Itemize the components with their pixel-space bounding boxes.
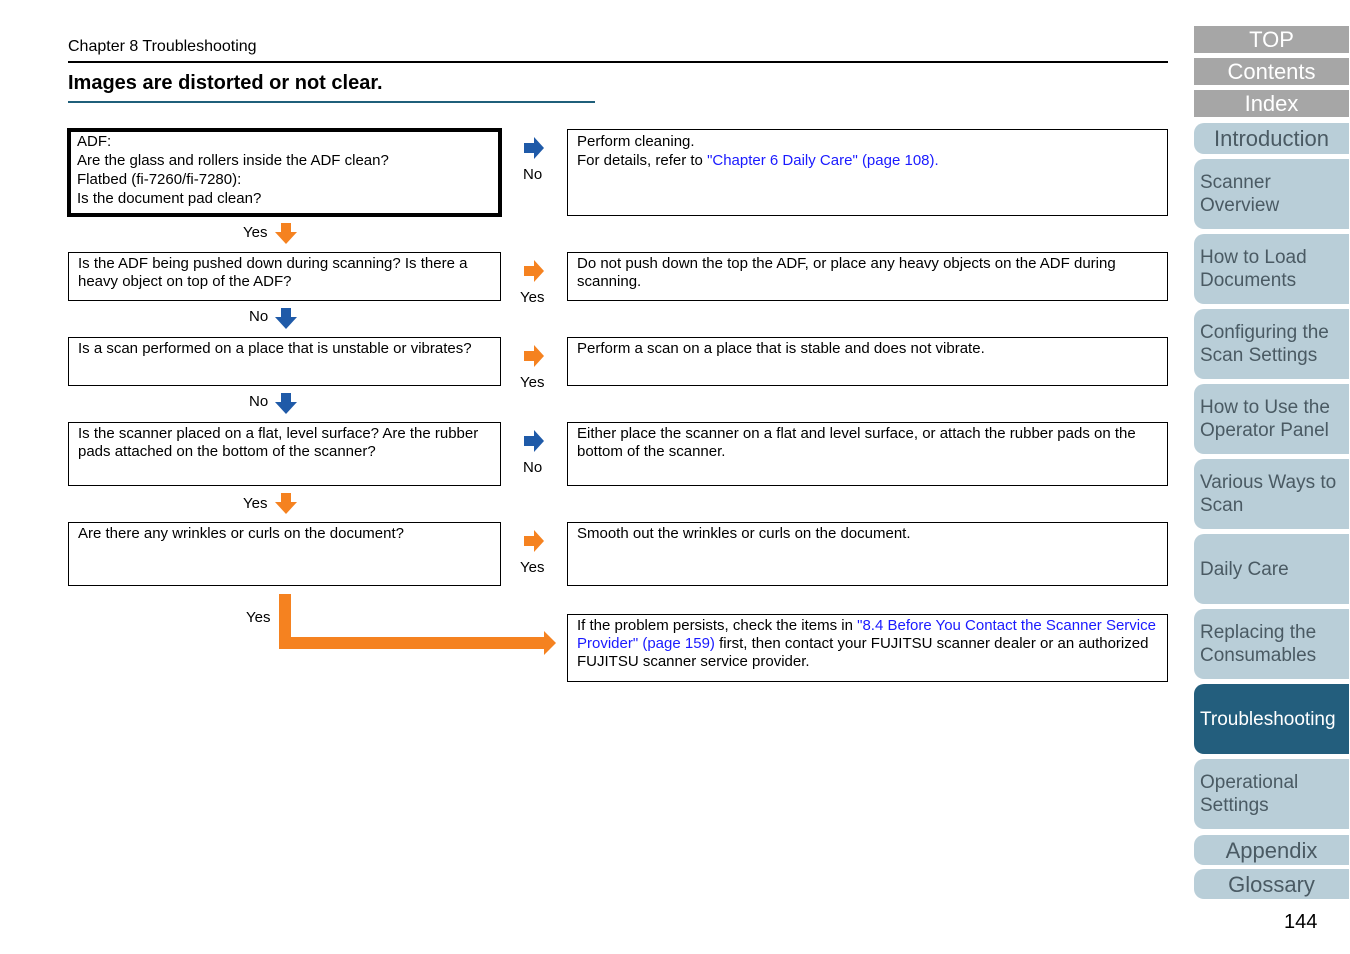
branch-label-yes: Yes (243, 224, 268, 241)
arrow-down-icon (275, 222, 299, 246)
question-1-line: Is the document pad clean? (77, 190, 262, 207)
answer-box-3: Perform a scan on a place that is stable and does not vibrate. (567, 337, 1168, 386)
nav-tab-label: Appendix (1225, 837, 1318, 863)
nav-tab-label: Glossary (1228, 871, 1315, 897)
nav-index-button[interactable]: Index (1194, 90, 1349, 117)
answer-box-1 (567, 129, 1168, 216)
branch-label-yes: Yes (520, 559, 545, 576)
nav-tab-how-to-load[interactable] (1194, 234, 1349, 304)
question-1-line: Flatbed (fi-7260/fi-7280): (77, 171, 242, 188)
header-rule (68, 61, 1168, 63)
nav-tab-scanner-overview[interactable] (1194, 159, 1349, 229)
page-number: 144 (1284, 911, 1318, 933)
nav-tab-label: Operational Settings (1200, 772, 1299, 816)
branch-label-yes: Yes (520, 289, 545, 306)
question-box-1 (67, 128, 502, 217)
nav-tab-label: How to Use the Operator Panel (1200, 397, 1330, 441)
question-box-5: Are there any wrinkles or curls on the document? (68, 522, 501, 586)
nav-tab-label: Introduction (1214, 126, 1329, 151)
answer-box-2: Do not push down the top the ADF, or place any heavy objects on the ADF during scanning. (567, 252, 1168, 301)
nav-top-button[interactable]: TOP (1194, 26, 1349, 53)
arrow-right-icon (522, 137, 546, 161)
nav-tab-label: Troubleshooting (1200, 708, 1336, 730)
nav-tab-appendix[interactable] (1194, 835, 1349, 865)
answer-1-line (577, 151, 1158, 170)
branch-label-yes: Yes (246, 609, 271, 626)
nav-tab-label: Configuring the Scan Settings (1200, 322, 1329, 366)
question-box-3: Is a scan performed on a place that is unstable or vibrates? (68, 337, 501, 386)
arrow-down-icon (275, 492, 299, 516)
nav-tab-label: Daily Care (1200, 558, 1289, 580)
page-title: Images are distorted or not clear. (68, 72, 383, 94)
final-text-suffix: first, then contact your FUJITSU scanner dealer or an authorized FUJITSU scanner service provider. (577, 635, 1149, 670)
question-1-line: ADF: (77, 133, 112, 150)
nav-tab-daily-care[interactable] (1194, 534, 1349, 604)
daily-care-link[interactable]: "Chapter 6 Daily Care" (page 108). (707, 152, 939, 169)
answer-1-text: For details, refer to (577, 152, 708, 169)
branch-label-no: No (523, 459, 543, 476)
nav-tab-various-ways[interactable] (1194, 459, 1349, 529)
arrow-right-icon (522, 345, 546, 369)
arrow-right-icon (522, 430, 546, 454)
nav-tab-label: Various Ways to Scan (1200, 472, 1337, 516)
answer-box-5: Smooth out the wrinkles or curls on the document. (567, 522, 1168, 586)
nav-tab-label: Scanner Overview (1200, 172, 1280, 216)
answer-box-4: Either place the scanner on a flat and level surface, or attach the rubber pads on the bottom of the scanner. (567, 422, 1168, 486)
question-1-line: Are the glass and rollers inside the ADF clean? (77, 152, 389, 169)
branch-label-yes: Yes (243, 495, 268, 512)
nav-tab-configuring[interactable] (1194, 309, 1349, 379)
nav-tab-operational[interactable] (1194, 759, 1349, 829)
elbow-arrow-icon (276, 592, 560, 656)
title-underline (68, 101, 595, 103)
chapter-heading: Chapter 8 Troubleshooting (68, 38, 257, 55)
nav-tab-operator-panel[interactable] (1194, 384, 1349, 454)
branch-label-yes: Yes (520, 374, 545, 391)
final-text-prefix: If the problem persists, check the items in (577, 617, 858, 634)
question-box-4: Is the scanner placed on a flat, level surface? Are the rubber pads attached on the bottom of the scanner? (68, 422, 501, 486)
arrow-down-icon (275, 307, 299, 331)
contact-provider-link[interactable]: "8.4 Before You Contact the Scanner Service Provider" (page 159) (577, 617, 1156, 652)
nav-tab-replacing[interactable] (1194, 609, 1349, 679)
nav-contents-button[interactable]: Contents (1194, 58, 1349, 85)
nav-tab-label: How to Load Documents (1200, 247, 1307, 291)
arrow-down-icon (275, 392, 299, 416)
branch-label-no: No (249, 393, 269, 410)
question-box-2: Is the ADF being pushed down during scanning? Is there a heavy object on top of the ADF? (68, 252, 501, 301)
final-box (567, 614, 1168, 682)
branch-label-no: No (249, 308, 269, 325)
nav-tab-glossary[interactable] (1194, 869, 1349, 899)
answer-1-line: Perform cleaning. (577, 133, 695, 150)
nav-tab-label: Replacing the Consumables (1200, 622, 1317, 666)
arrow-right-icon (522, 260, 546, 284)
arrow-right-icon (522, 530, 546, 554)
branch-label-no: No (523, 166, 543, 183)
nav-tab-troubleshooting[interactable] (1194, 684, 1349, 754)
nav-tab-introduction[interactable] (1194, 123, 1349, 154)
